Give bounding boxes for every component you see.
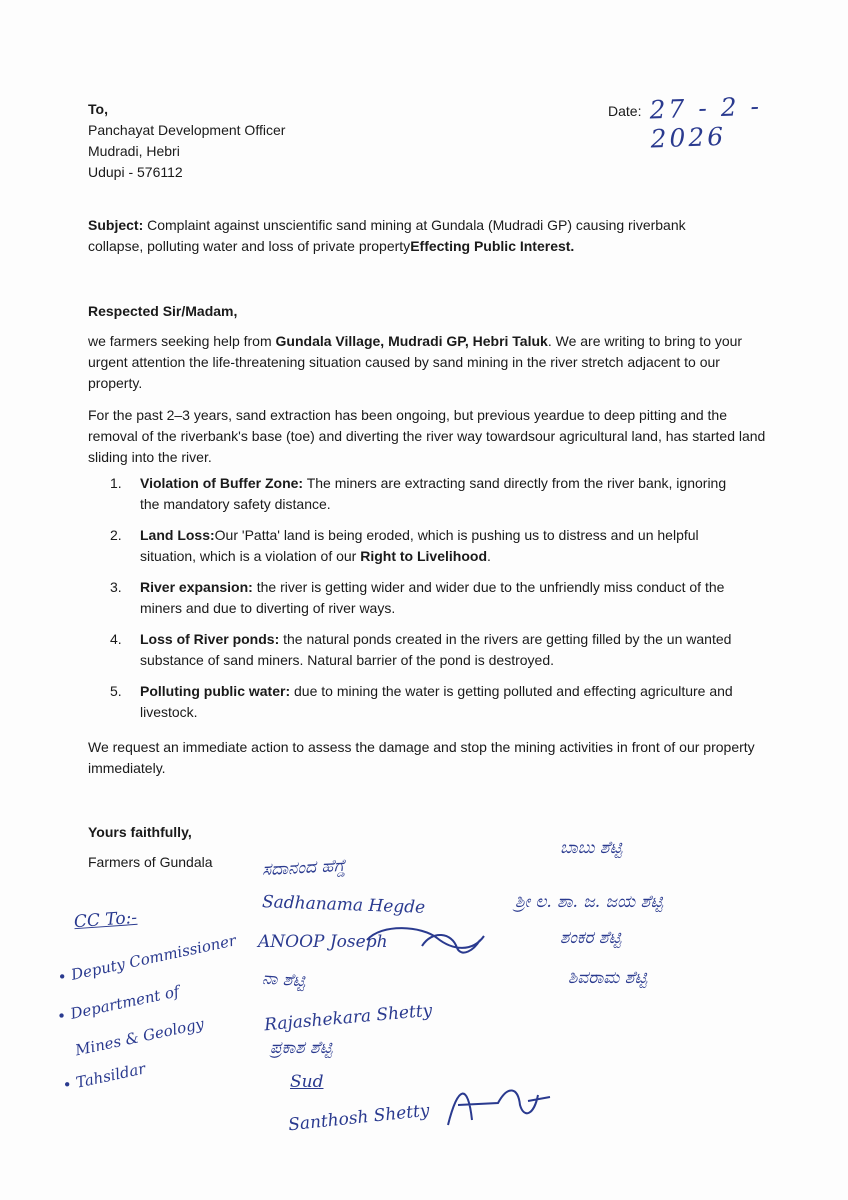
sender-name: Farmers of Gundala	[88, 854, 213, 870]
cc-item: • Department of	[55, 982, 181, 1026]
cc-item	[74, 1015, 206, 1060]
list-number: 1.	[110, 475, 122, 491]
cc-block	[52, 900, 242, 1095]
grievance-list	[110, 473, 740, 733]
list-number: 2.	[110, 527, 122, 543]
closing: Yours faithfully,	[88, 824, 192, 840]
signature: ಶಿವರಾಮ ಶೆಟ್ಟಿ	[568, 968, 648, 988]
signature: ANOOP Joseph	[258, 932, 388, 952]
signature: ನಾ ಶೆಟ್ಟಿ	[261, 968, 306, 992]
subject-line	[88, 215, 728, 257]
list-number: 3.	[110, 579, 122, 595]
subject-text: Complaint against unscientific sand mining at Gundala (Mudradi GP) causing riverbank collapse, polluting water and loss of private property	[88, 217, 686, 254]
paragraph-intro	[88, 331, 758, 394]
signature: ಸದಾನಂದ ಹೆಗ್ಡೆ	[261, 855, 347, 881]
point-text: Our 'Patta' land is being eroded, which is pushing us to distress and un helpful situation, which is a violation of our	[140, 527, 699, 564]
cc-item-text: Mines & Geology	[73, 1014, 206, 1060]
point-title: Violation of Buffer Zone:	[140, 475, 304, 491]
point-text: the river is getting wider and wider due to the unfriendly miss conduct of the miners and due to diverting of river ways.	[140, 579, 725, 616]
signature: Rajashekara Shetty	[263, 1000, 434, 1036]
cc-item-text: Deputy Commissioner	[69, 931, 238, 984]
list-number: 5.	[110, 683, 122, 699]
list-item	[110, 525, 740, 567]
point-title: Polluting public water:	[140, 683, 291, 699]
date-label: Date:	[608, 103, 642, 119]
list-item	[110, 473, 740, 515]
point-tail: .	[487, 548, 491, 564]
point-text: due to mining the water is getting polluted and effecting agriculture and livestock.	[140, 683, 733, 720]
date-value: 27 - 2 - 2026	[649, 91, 763, 154]
signature: Sadhanama Hegde	[261, 892, 426, 918]
point-text: the natural ponds created in the rivers are getting filled by the un wanted substance of sand miners. Natural barrier of the pond is destroyed.	[140, 631, 732, 668]
signature: Santhosh Shetty	[287, 1100, 431, 1136]
signature: Sud	[290, 1072, 324, 1092]
point-title: River expansion:	[140, 579, 253, 595]
paragraph-text: we farmers seeking help from	[88, 333, 276, 349]
signature: ಶ್ರೀ ಲ. ಶಾ. ಜ. ಜಯ ಶೆಟ್ಟಿ	[515, 892, 663, 912]
cc-item: • Tahsildar	[61, 1059, 148, 1095]
list-item	[110, 629, 740, 671]
salutation: Respected Sir/Madam,	[88, 303, 238, 319]
point-right-text: Right to Livelihood	[360, 548, 487, 564]
point-title: Loss of River ponds:	[140, 631, 280, 647]
cc-item-text: Department of	[68, 982, 181, 1023]
cc-item: • Deputy Commissioner	[56, 931, 238, 987]
subject-label: Subject:	[88, 217, 144, 233]
paragraph-background: For the past 2–3 years, sand extraction has been ongoing, but previous yeardue to deep pitting and the removal of the riverbank's base (toe) and diverting the river way towardsour agricultural land, has started land sliding into the river.	[88, 407, 766, 465]
paragraph-request: We request an immediate action to assess the damage and stop the mining activities in front of our property immediately.	[88, 739, 755, 776]
paragraph-text: . We are writing to bring to your urgent attention the life-threatening situation caused by sand mining in the river stretch adjacent to our property.	[88, 333, 743, 391]
recipient-line: Mudradi, Hebri	[88, 143, 180, 159]
recipient-block	[88, 99, 285, 183]
village-name: Gundala Village, Mudradi GP, Hebri Taluk	[275, 333, 548, 349]
point-text: The miners are extracting sand directly from the river bank, ignoring the mandatory safety distance.	[140, 475, 727, 512]
list-number: 4.	[110, 631, 122, 647]
list-item	[110, 681, 740, 723]
point-title: Land Loss:	[140, 527, 215, 543]
to-label: To,	[88, 101, 108, 117]
list-item	[110, 577, 740, 619]
cc-item-text: Tahsildar	[74, 1059, 148, 1092]
signature-scribble	[362, 918, 492, 963]
signature: ಶಂಕರ ಶೆಟ್ಟಿ	[560, 928, 622, 948]
signature: ಬಾಬು ಶೆಟ್ಟಿ	[560, 838, 623, 858]
cc-title: CC To:-	[73, 907, 138, 933]
signature-scribble	[438, 1075, 558, 1135]
subject-emphasis: Effecting Public Interest.	[410, 238, 575, 254]
recipient-line: Panchayat Development Officer	[88, 122, 286, 138]
signature: ಪ್ರಕಾಶ ಶೆಟ್ಟಿ	[270, 1038, 333, 1058]
recipient-line: Udupi - 576112	[88, 164, 183, 180]
